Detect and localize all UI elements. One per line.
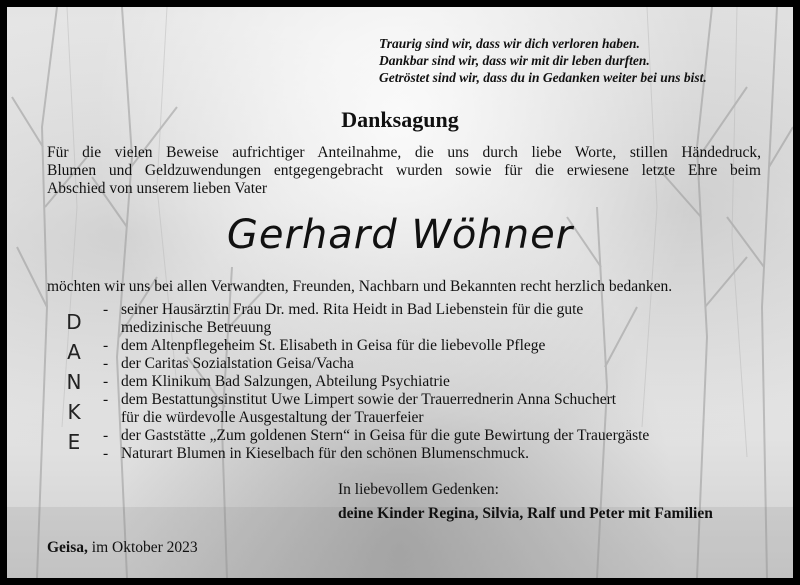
danke-letter: E [67,430,81,454]
list-item [103,373,649,391]
place-date [47,539,198,557]
danke-vertical-word [59,307,89,457]
signature: deine Kinder Regina, Silvia, Ralf und Peter mit Familien [338,505,713,522]
list-item-text: dem Altenpflegeheim St. Elisabeth in Geisa für die liebevolle Pflege [121,337,546,354]
list-bullet: - [103,355,109,372]
poem-line: Dankbar sind wir, dass wir mit dir leben durften. [379,53,650,68]
intro-paragraph [47,144,761,198]
list-bullet: - [103,427,109,444]
danke-letter: A [67,340,81,364]
list-bullet [103,319,121,337]
list-item [103,301,649,319]
list-bullet: - [103,337,109,354]
deceased-name: Gerhard Wöhner [226,212,574,258]
thanks-line: möchten wir uns bei allen Verwandten, Freunden, Nachbarn und Bekannten recht herzlich bedanken. [47,278,673,295]
danke-letter: K [67,400,81,424]
list-item [103,337,649,355]
memorial-poem [379,35,779,86]
place-city: Geisa, [47,539,88,556]
intro-line: Blumen und Geldzuwendungen entgegengebracht wurden sowie für die erwiesene letzte Ehre beim [47,162,761,179]
list-bullet [103,409,121,427]
list-item-text: Naturart Blumen in Kieselbach für den schönen Blumenschmuck. [121,445,530,462]
list-item-text: der Caritas Sozialstation Geisa/Vacha [121,355,354,372]
list-item [103,409,649,427]
list-item-text: für die würdevolle Ausgestaltung der Trauerfeier [121,409,424,426]
danke-letter: D [66,310,82,334]
list-bullet: - [103,391,109,408]
list-item [103,319,649,337]
poem-line: Traurig sind wir, dass wir dich verloren haben. [379,36,640,51]
signature-intro: In liebevollem Gedenken: [338,481,499,498]
danke-letter: N [66,370,82,394]
page-title: Danksagung [341,107,459,132]
place-date-text: im Oktober 2023 [87,539,198,556]
list-bullet: - [103,373,109,390]
list-item [103,427,649,445]
list-item-text: dem Bestattungsinstitut Uwe Limpert sowie der Trauerrednerin Anna Schuchert [121,391,617,408]
intro-line: Für die vielen Beweise aufrichtiger Anteilnahme, die uns durch liebe Worte, stillen Händedruck, [47,144,761,161]
list-bullet: - [103,445,109,462]
list-item-text: seiner Hausärztin Frau Dr. med. Rita Heidt in Bad Liebenstein für die gute [121,301,584,318]
list-item-text: der Gaststätte „Zum goldenen Stern“ in Geisa für die gute Bewirtung der Trauergäste [121,427,650,444]
intro-line: Abschied von unserem lieben Vater [47,180,268,197]
list-item [103,391,649,409]
list-item-text: dem Klinikum Bad Salzungen, Abteilung Psychiatrie [121,373,450,390]
thanks-list [103,301,649,463]
list-bullet: - [103,301,109,318]
list-item [103,355,649,373]
list-item-text: medizinische Betreuung [121,319,272,336]
poem-line: Getröstet sind wir, dass du in Gedanken weiter bei uns bist. [379,70,707,85]
list-item [103,445,649,463]
